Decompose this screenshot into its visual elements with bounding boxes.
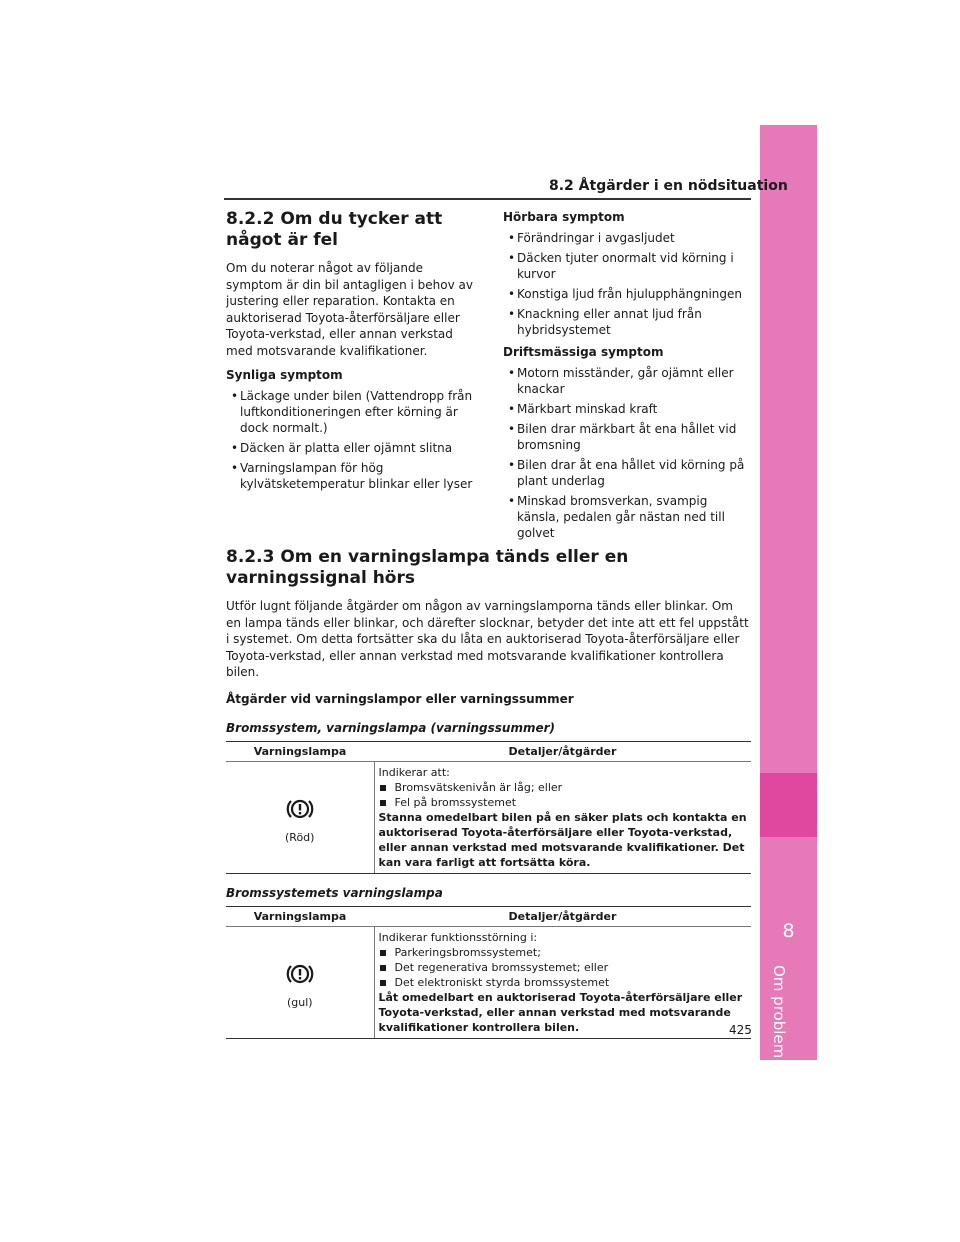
details-action: Stanna omedelbart bilen på en säker plats och kontakta en auktoriserad Toyota-återförsäljare eller Toyota-verkstad, eller annan verkstad med motsvarande kvalifikationer. Det kan vara farligt att fortsätta köra.	[378, 810, 747, 869]
list-item: • Konstiga ljud från hjulupphängningen	[508, 287, 742, 301]
column-header-details: Detaljer/åtgärder	[374, 906, 751, 926]
details-lead: Indikerar funktionsstörning i:	[378, 930, 538, 944]
chapter-title: Om problem uppstår	[770, 965, 788, 1121]
lamp-color-note: (Röd)	[285, 830, 315, 844]
right-column	[503, 209, 751, 547]
audible-symptoms-title: Hörbara symptom	[503, 210, 625, 224]
column-header-lamp: Varningslampa	[226, 906, 374, 926]
left-column	[226, 209, 482, 498]
list-item: • Förändringar i avgasljudet	[508, 231, 675, 245]
details-action: Låt omedelbart en auktoriserad Toyota-återförsäljare eller Toyota-verkstad, eller annan verkstad med motsvarande kvalifikationer kontrollera bilen.	[378, 990, 743, 1034]
lamp-cell	[226, 761, 374, 873]
column-header-lamp: Varningslampa	[226, 741, 374, 761]
list-item: • Bilen drar märkbart åt ena hållet vid bromsning	[508, 422, 737, 452]
list-item: • Däcken är platta eller ojämnt slitna	[231, 441, 453, 455]
visible-symptoms-list	[226, 388, 482, 492]
header-divider	[224, 198, 751, 200]
audible-symptoms-list	[503, 230, 751, 338]
list-item: • Knackning eller annat ljud från hybridsystemet	[508, 307, 702, 337]
chapter-side-tab	[760, 125, 817, 1121]
actions-title: Åtgärder vid varningslampor eller varningssummer	[226, 691, 574, 706]
list-item: • Minskad bromsverkan, svampig känsla, pedalen går nästan ned till golvet	[508, 494, 725, 540]
list-item: • Läckage under bilen (Vattendropp från luftkonditioneringen efter körning är dock normalt.)	[231, 389, 473, 435]
chapter-marker	[760, 773, 817, 837]
list-item: • Märkbart minskad kraft	[508, 402, 658, 416]
list-item: Det regenerativa bromssystemet; eller	[379, 960, 748, 975]
list-item: Bromsvätskenivån är låg; eller	[379, 780, 748, 795]
column-header-details: Detaljer/åtgärder	[374, 741, 751, 761]
lamp-color-note: (gul)	[286, 995, 313, 1009]
details-cell	[374, 926, 751, 1038]
list-item: • Motorn misständer, går ojämnt eller knackar	[508, 366, 734, 396]
list-item: • Varningslampan för hög kylvätsketemperatur blinkar eller lyser	[231, 461, 473, 491]
brake-warning-icon	[285, 796, 315, 826]
list-item: Det elektroniskt styrda bromssystemet	[379, 975, 748, 990]
operational-symptoms-list	[503, 365, 751, 541]
lamp-cell	[226, 926, 374, 1038]
warning-table-brake-system	[226, 741, 751, 874]
brake-system-warning-icon	[285, 961, 315, 991]
table-caption-brake-system-lamp: Bromssystemets varningslampa	[226, 885, 443, 900]
table-row	[226, 926, 751, 1038]
details-cell	[374, 761, 751, 873]
visible-symptoms-title: Synliga symptom	[226, 368, 343, 382]
list-item: • Bilen drar åt ena hållet vid körning på plant underlag	[508, 458, 745, 488]
section-heading-822: 8.2.2 Om du tycker att något är fel	[226, 209, 443, 250]
section-intro-823: Utför lugnt följande åtgärder om någon av varningslamporna tänds eller blinkar. Om en lampa tänds eller blinkar, och därefter slocknar, betyder det inte att ett fel uppstått i systemet. Om detta fortsätter ska du låta en auktoriserad Toyota-återförsäljare eller Toyota-verkstad, eller annan verkstad med motsvarande kvalifikationer kontrollera bilen.	[226, 599, 749, 679]
table-row	[226, 761, 751, 873]
page-number: 425	[729, 1023, 752, 1037]
list-item: Fel på bromssystemet	[379, 795, 748, 810]
warning-table-brake-system-lamp	[226, 906, 751, 1039]
table-caption-brake-system: Bromssystem, varningslampa (varningssummer)	[226, 720, 556, 735]
section-823	[226, 547, 751, 1039]
list-item: Parkeringsbromssystemet;	[379, 945, 748, 960]
section-intro-822: Om du noterar något av följande symptom är din bil antagligen i behov av justering eller reparation. Kontakta en auktoriserad Toyota-återförsäljare eller Toyota-verkstad, eller annan verkstad med motsvarande kvalifikationer.	[226, 261, 473, 358]
details-lead: Indikerar att:	[378, 765, 450, 779]
section-heading-823: 8.2.3 Om en varningslampa tänds eller en varningssignal hörs	[226, 547, 629, 588]
operational-symptoms-title: Driftsmässiga symptom	[503, 345, 664, 359]
list-item: • Däcken tjuter onormalt vid körning i kurvor	[508, 251, 734, 281]
chapter-number: 8	[782, 920, 795, 942]
running-header: 8.2 Åtgärder i en nödsituation	[549, 178, 788, 194]
